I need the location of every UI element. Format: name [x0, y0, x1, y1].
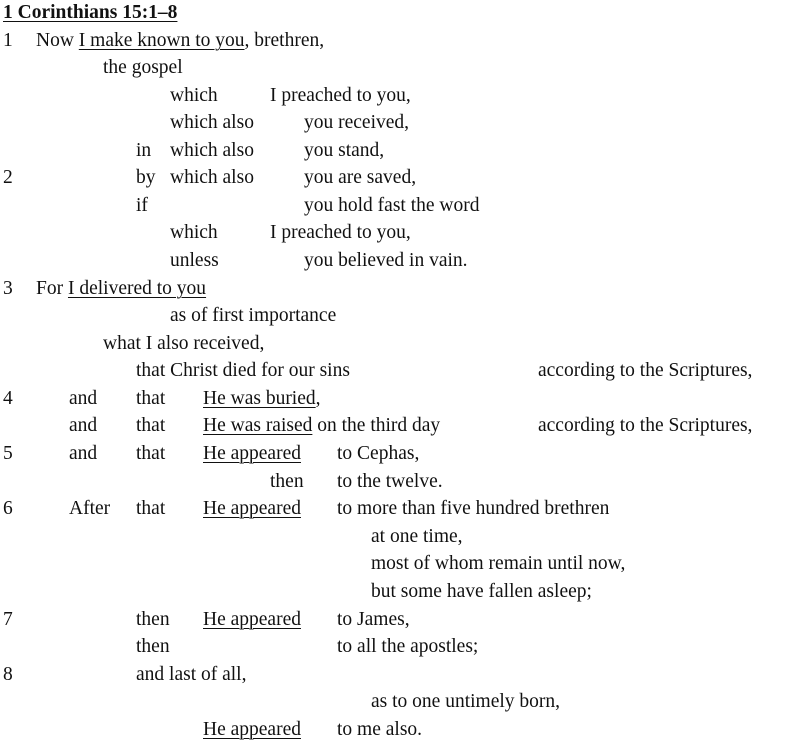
text-line: [0, 386, 787, 412]
verse-number: 8: [3, 664, 13, 685]
underlined-verb: He appeared: [203, 609, 301, 630]
line-text: you hold fast the word: [304, 195, 480, 216]
line-text: I preached to you,: [270, 85, 411, 106]
verse-number: 2: [3, 167, 13, 188]
verse-number: 4: [3, 388, 13, 409]
heading-line: [0, 0, 787, 26]
text-line: [0, 28, 787, 54]
text-line: [0, 469, 787, 495]
line-text: but some have fallen asleep;: [371, 581, 592, 602]
line-text: [36, 28, 324, 54]
text-line: [0, 165, 787, 191]
conjunction: unless: [170, 250, 219, 271]
line-text: that Christ died for our sins: [136, 360, 350, 381]
text-line: [0, 193, 787, 219]
line-text: to Cephas,: [337, 443, 420, 464]
conjunction: and: [69, 443, 98, 464]
line-text: [203, 413, 440, 439]
conjunction: and: [69, 388, 98, 409]
text-line: [0, 276, 787, 302]
line-text: [203, 386, 321, 412]
relative-word: which: [170, 85, 218, 106]
text-line: [0, 496, 787, 522]
line-text: to all the apostles;: [337, 636, 479, 657]
line-text: what I also received,: [103, 333, 265, 354]
line-text: you believed in vain.: [304, 250, 468, 271]
line-text: you are saved,: [304, 167, 417, 188]
conjunction: that: [136, 498, 166, 519]
conjunction: and: [69, 415, 98, 436]
relative-word: which: [170, 222, 218, 243]
line-text: most of whom remain until now,: [371, 553, 626, 574]
text-line: [0, 579, 787, 605]
relative-word: which also: [170, 167, 254, 188]
verse-number: 1: [3, 30, 13, 51]
line-text: as of first importance: [170, 305, 337, 326]
text-line: [0, 358, 787, 384]
text-line: [0, 689, 787, 715]
line-text: to more than five hundred brethren: [337, 498, 610, 519]
conjunction: if: [136, 195, 148, 216]
text-line: [0, 551, 787, 577]
conjunction: After: [69, 498, 111, 519]
scripture-reference: according to the Scriptures,: [538, 415, 753, 436]
underlined-verb: He appeared: [203, 498, 301, 519]
line-text: I preached to you,: [270, 222, 411, 243]
text-line: [0, 220, 787, 246]
line-text: as to one untimely born,: [371, 691, 561, 712]
scripture-reference: according to the Scriptures,: [538, 360, 753, 381]
text-segment: For: [36, 278, 68, 299]
text-line: [0, 110, 787, 136]
underlined-verb: I make known to you: [78, 30, 245, 51]
verse-number: 7: [3, 609, 13, 630]
underlined-verb: I delivered to you: [67, 278, 207, 299]
line-text: [36, 276, 206, 302]
line-text: to James,: [337, 609, 410, 630]
conjunction: that: [136, 443, 166, 464]
text-line: [0, 413, 787, 439]
text-line: [0, 138, 787, 164]
line-text: you received,: [304, 112, 410, 133]
relative-word: which also: [170, 112, 254, 133]
text-line: [0, 524, 787, 550]
line-text: to me also.: [337, 719, 423, 740]
conjunction: that: [136, 415, 166, 436]
relative-word: which also: [170, 140, 254, 161]
text-line: [0, 248, 787, 274]
text-segment: , brethren,: [244, 30, 325, 51]
verse-number: 6: [3, 498, 13, 519]
page-title: 1 Corinthians 15:1–8: [3, 2, 178, 23]
text-line: [0, 83, 787, 109]
text-segment: ,: [315, 388, 321, 409]
preposition: in: [136, 140, 152, 161]
text-line: [0, 607, 787, 633]
conjunction: then: [136, 609, 170, 630]
text-line: [0, 662, 787, 688]
line-text: and last of all,: [136, 664, 247, 685]
verse-number: 5: [3, 443, 13, 464]
preposition: by: [136, 167, 156, 188]
text-line: [0, 331, 787, 357]
text-line: [0, 55, 787, 81]
underlined-verb: He appeared: [203, 719, 301, 740]
conjunction: that: [136, 388, 166, 409]
text-segment: on the third day: [312, 415, 441, 436]
text-line: [0, 441, 787, 467]
underlined-verb: He was buried: [203, 388, 316, 409]
line-text: at one time,: [371, 526, 463, 547]
text-line: [0, 717, 787, 743]
line-text: to the twelve.: [337, 471, 443, 492]
underlined-verb: He appeared: [203, 443, 301, 464]
verse-number: 3: [3, 278, 13, 299]
conjunction: then: [270, 471, 304, 492]
text-line: [0, 634, 787, 660]
line-text: the gospel: [103, 57, 183, 78]
line-text: you stand,: [304, 140, 385, 161]
text-line: [0, 303, 787, 329]
conjunction: then: [136, 636, 170, 657]
text-segment: Now: [36, 30, 79, 51]
underlined-verb: He was raised: [203, 415, 313, 436]
